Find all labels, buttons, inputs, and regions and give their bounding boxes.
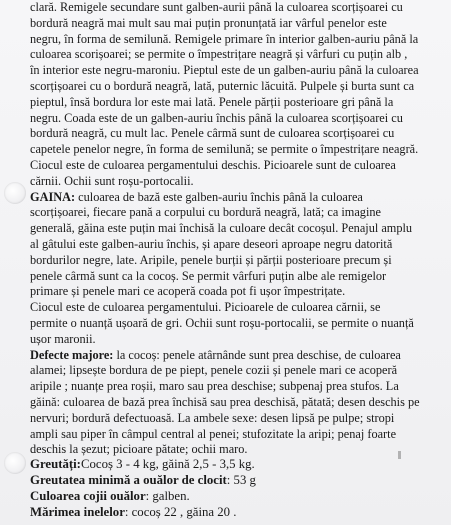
text-line: primare și penele mari ce acoperă coada pot fi ușor împestrițate. [30,284,346,299]
text-line: ampli sau piper în câmpul central al penei; stufozitate la aripi; penaj foarte [30,426,397,441]
text-line: scorțișoarei cu o bordură neagră, lată, puternic lăcuită. Pulpele și burta sunt ca [30,78,415,93]
body-text [30,0,444,458]
text-line: în interior este negru-maroniu. Pieptul este de un galben-auriu până la culoarea [30,63,419,78]
text-line: permite o nuanță ușoară de gri. Ochii sunt roșu-portocalii, se permite o nuanță [30,315,414,330]
punch-hole [4,182,26,204]
weights-value: Cocoș 3 - 4 kg, găină 2,5 - 3,5 kg. [80,457,255,471]
egg-weight-label: Greutatea minimă a ouălor de clocit [30,473,227,487]
text-line: aripile ; nuanțe prea roșii, maro sau prea deschise; subpenaj prea stufos. La [30,379,399,394]
punch-hole [4,452,26,474]
text-line: bordurilor negre, late. Aripile, penele burții și părții posterioare precum și [30,252,392,267]
text-line: Ciocul este de culoarea pergamentului. Picioarele de culoarea cărnii, se [30,300,381,315]
weights-row [30,456,256,472]
egg-weight-value: : 53 g [226,473,256,487]
ring-size-value: : cocoș 22 , găina 20 . [124,505,237,519]
text-line: capetele penelor negre, în forma de semilună; se permite o împestrițare neagră. [30,142,419,157]
egg-weight-row [30,472,256,488]
egg-color-label: Culoarea cojii ouălor [30,489,146,503]
text-line: GAINA: culoarea de bază este galben-auriu închis până la culoarea [30,189,363,204]
text-line: ușor maronii. [30,331,96,346]
text-line: găină: culoarea de bază prea închisă sau prea deschisă, pătată; desen deschis pe [30,394,420,409]
text-line: negru, în forma de semilună. Remigele primare în interior galben-auriu până la [30,31,419,46]
text-line: pieptul, însă bordura lor este mai lată. Penele părții posterioare gri până la [30,94,394,109]
ring-size-row [30,504,256,520]
text-line: nervuri; bordură defectuoasă. La ambele sexe: desen lipsă pe pulpe; stropi [30,410,395,425]
text-line: culoarea scorișoarei; se permite o împestrițare neagră și vârfuri cu puțin alb , [30,47,408,62]
text-line: bordură neagră, cu mult lac. Penele cârmă sunt de culoarea scorțișoarei cu [30,126,395,141]
weights-label: Greutăți: [30,457,81,471]
text-line: negru. Coada este de un galben-auriu închis până la culoarea scorțișoarei cu [30,110,403,125]
text-line: deschis la șezut; picioare pătate; ochii maro. [30,442,248,457]
text-line: clară. Remigele secundare sunt galben-aurii până la culoarea scorțișoarei cu [30,0,403,14]
text-line: bordură neagră mai mult sau mai puțin pronunțată iar vârful penelor este [30,15,387,30]
specs-footer [30,456,256,520]
text-line: generală, găina este puțin mai închisă la culoare decât cocoșul. Penajul amplu [30,221,413,236]
text-line: cărnii. Ochii sunt roșu-portocalii. [30,173,194,188]
text-line: Ciocul este de culoarea pergamentului deschis. Picioarele sunt de culoarea [30,157,396,172]
text-line: alamei; lipsește bordura de pe piept, penele cozii și penele mari ce acoperă [30,363,398,378]
ring-size-label: Mărimea inelelor [30,505,125,519]
egg-color-row [30,488,256,504]
text-line: Defecte majore: la cocoș: penele atârnânde sunt prea deschise, de culoarea [30,347,401,362]
text-line: al gâtului este galben-auriu închis, și apare deseori aproape negru datorită [30,236,393,251]
text-line: scorțișoarei, fiecare pană a corpului cu bordură neagră, lată; ca imagine [30,205,381,220]
text-line: penele cârmă sunt ca la cocoș. Se permit vârfuri puțin albe ale remigelor [30,268,387,283]
egg-color-value: : galben. [145,489,190,503]
